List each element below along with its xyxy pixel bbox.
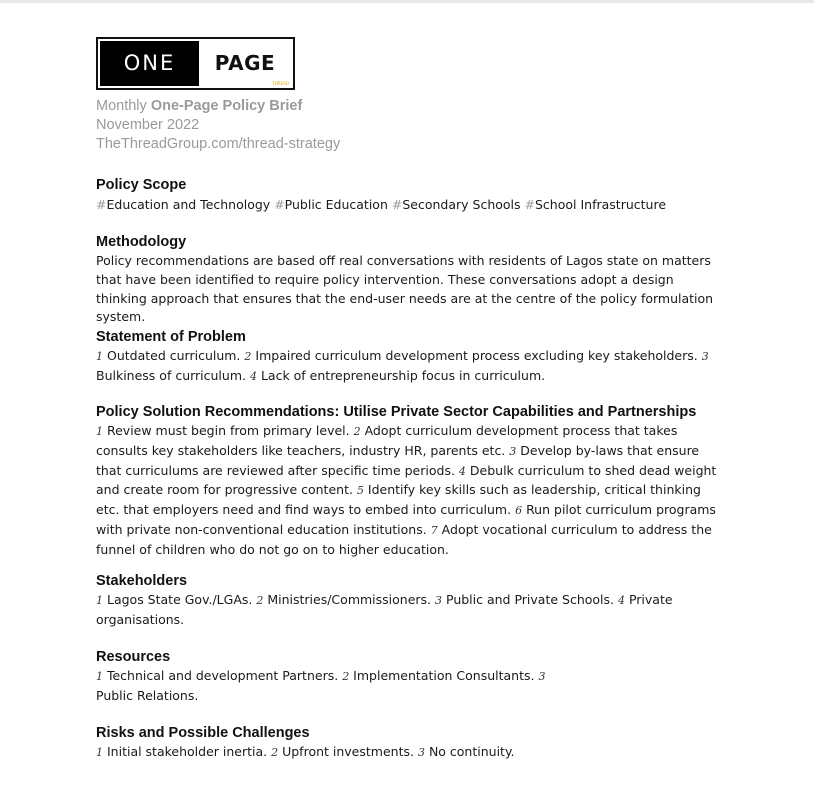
solution-item: Develop by-laws that ensure that curriculums are reviewed after specific time periods. <box>96 442 700 478</box>
stakeholder-item: Lagos State Gov./LGAs. <box>106 592 253 607</box>
section-heading: Statement of Problem <box>96 329 246 345</box>
brief-date: November 2022 <box>96 117 200 133</box>
solution-item: Debulk curriculum to shed dead weight and create room for progressive content. <box>96 462 717 498</box>
risk-item: No continuity. <box>428 744 515 759</box>
solution-item: Review must begin from primary level. <box>106 423 350 438</box>
problem-item: Outdated curriculum. <box>106 348 241 363</box>
stakeholders-list: 1 Lagos State Gov./LGAs. 2 Ministries/Commissioners. 3 Public and Private Schools. 4 Private organisations. <box>96 592 673 627</box>
solution-item: Adopt vocational curriculum to address the funnel of children who do not go on to higher education. <box>96 521 712 557</box>
solution-item: Identify key skills such as leadership, critical thinking etc. that employers need and find ways to embed into curriculum. <box>96 482 701 518</box>
logo-thread-mark: THREAD <box>272 81 289 86</box>
scope-tags: #Education and Technology #Public Education #Secondary Schools #School Infrastructure <box>96 197 667 212</box>
problem-item: Lack of entrepreneurship focus in curriculum. <box>260 367 546 383</box>
solution-item: Adopt curriculum development process that takes consults key stakeholders like teachers, industry HR, parents etc. <box>96 423 678 458</box>
resource-item: Public Relations. <box>96 687 199 703</box>
section-heading: Risks and Possible Challenges <box>96 725 310 741</box>
solutions-list: 1 Review must begin from primary level. 2 Adopt curriculum development process that takes consults key stakeholders like teachers, industry HR, parents etc. 3 Develop by-laws that ensure that curriculums are reviewed after specific time periods. 4 Debulk curriculum to shed dead weight and create room for progressive content. 5 Identify key skills such as leadership, critical thinking etc. that employers need and find ways to embed into curriculum. 6 Run pilot curriculum programs with private non-conventional education institutions. 7 Adopt vocational curriculum to address the funnel of children who do not go on to higher education. <box>96 423 717 557</box>
problem-item: Impaired curriculum development process excluding key stakeholders. <box>255 348 698 363</box>
resource-item: Technical and development Partners. <box>106 668 339 683</box>
solution-item: Run pilot curriculum programs with private non-conventional education institutions. <box>96 502 716 537</box>
section-methodology <box>96 233 726 327</box>
section-statement-of-problem <box>96 328 726 387</box>
methodology-text: Policy recommendations are based off real conversations with residents of Lagos state on matters that have been identified to require policy intervention. These conversations adopt a design thinking approach that ensures that the end-user needs are at the centre of the policy formulation system. <box>96 253 714 325</box>
problem-item: Bulkiness of curriculum. <box>96 367 246 383</box>
resource-item: Implementation Consultants. <box>353 668 535 683</box>
risk-item: Initial stakeholder inertia. <box>106 744 268 759</box>
section-resources <box>96 648 586 706</box>
brief-title-bold: One-Page Policy Brief <box>150 98 303 114</box>
logo-one-block: ONE <box>100 41 199 86</box>
one-page-logo <box>96 37 295 90</box>
resources-list: 1 Technical and development Partners. 2 Implementation Consultants. 3 Public Relations. <box>96 668 546 703</box>
brief-title-prefix: Monthly <box>96 98 151 114</box>
section-heading: Policy Scope <box>96 177 187 193</box>
section-policy-solutions <box>96 403 726 560</box>
section-risks <box>96 724 726 763</box>
scope-tag: Secondary Schools <box>402 197 521 212</box>
scope-tag: School Infrastructure <box>535 197 667 212</box>
risk-item: Upfront investments. <box>282 744 414 759</box>
stakeholder-item: Public and Private Schools. <box>446 592 614 607</box>
logo-page-word: PAGE <box>214 51 276 75</box>
stakeholder-item: Ministries/Commissioners. <box>267 592 432 607</box>
section-heading: Policy Solution Recommendations: Utilise Private Sector Capabilities and Partnerships <box>96 404 697 420</box>
scope-tag: Public Education <box>284 197 388 212</box>
brief-url: TheThreadGroup.com/thread-strategy <box>96 136 341 152</box>
section-policy-scope <box>96 176 726 215</box>
section-heading: Methodology <box>96 234 187 250</box>
problem-list: 1 Outdated curriculum. 2 Impaired curriculum development process excluding key stakeholders. 3 Bulkiness of curriculum. 4 Lack of entrepreneurship focus in curriculum. <box>96 348 709 383</box>
risks-list: 1 Initial stakeholder inertia. 2 Upfront investments. 3 No continuity. <box>96 744 515 759</box>
section-heading: Stakeholders <box>96 573 188 589</box>
scope-tag: Education and Technology <box>106 197 271 212</box>
stakeholder-item: Private organisations. <box>96 592 673 627</box>
section-stakeholders <box>96 572 726 630</box>
top-divider <box>0 0 814 3</box>
brief-title <box>96 97 302 116</box>
section-heading: Resources <box>96 649 171 665</box>
